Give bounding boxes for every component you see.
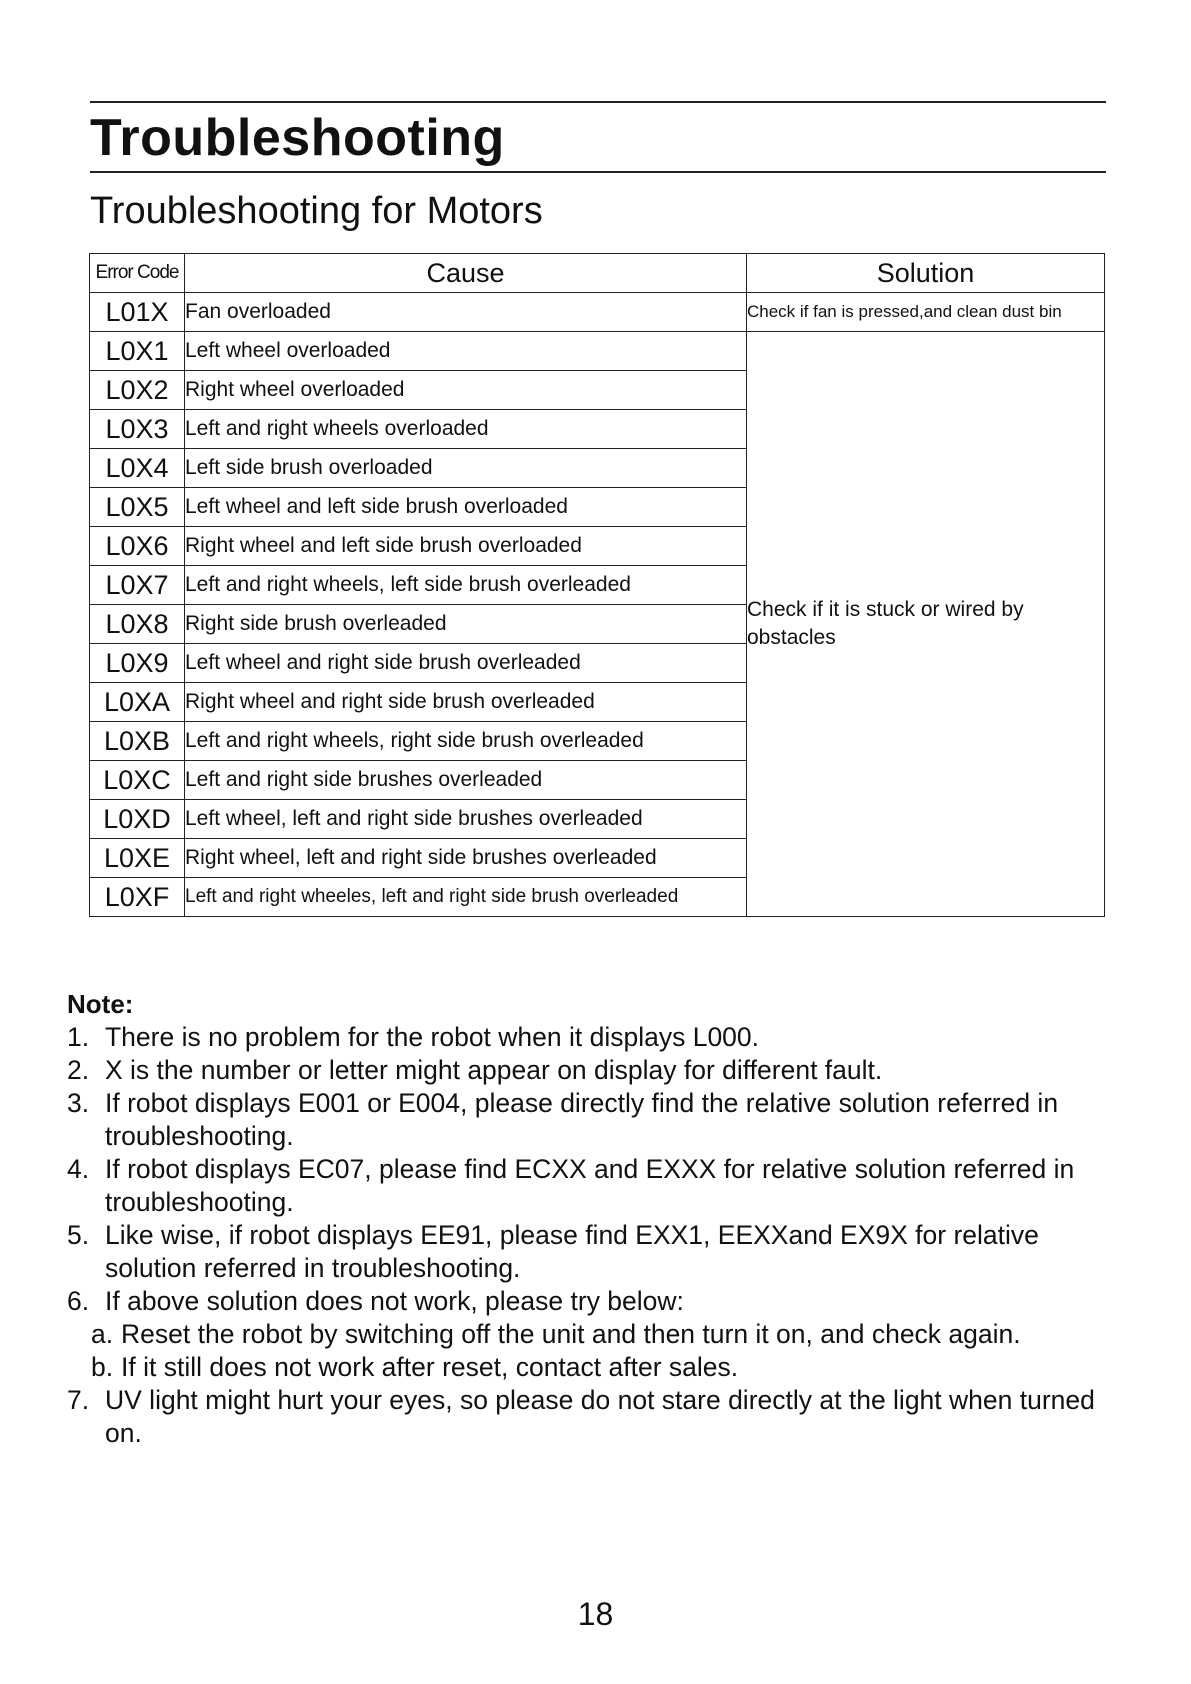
note-number: 3. <box>67 1088 90 1118</box>
table-header-row <box>90 254 1105 293</box>
notes-section <box>67 988 1127 1450</box>
cause-cell: Left wheel and left side brush overloaded <box>185 488 747 527</box>
note-subitem-letter: b. <box>91 1352 114 1382</box>
error-code-cell: L0XD <box>90 800 185 839</box>
error-code-cell: L0X6 <box>90 527 185 566</box>
error-code-cell: L0X3 <box>90 410 185 449</box>
cause-cell: Left wheel and right side brush overleaded <box>185 644 747 683</box>
note-text: If above solution does not work, please try below: <box>105 1286 684 1316</box>
error-code-table <box>89 253 1105 917</box>
note-subitem-text: Reset the robot by switching off the unit and then turn it on, and check again. <box>121 1319 1021 1349</box>
error-code-cell: L0X8 <box>90 605 185 644</box>
note-text: If robot displays EC07, please find ECXX and EXXX for relative solution referred in troubleshooting. <box>105 1154 1075 1217</box>
error-code-cell: L01X <box>90 293 185 332</box>
cause-cell: Left and right wheels overloaded <box>185 410 747 449</box>
note-item <box>67 1219 1127 1285</box>
note-title: Note: <box>67 989 134 1019</box>
note-text: If robot displays E001 or E004, please directly find the relative solution referred in troubleshooting. <box>105 1088 1059 1151</box>
page-title: Troubleshooting <box>90 109 505 167</box>
note-number: 6. <box>67 1286 90 1316</box>
note-item <box>67 1384 1127 1450</box>
cause-cell: Right side brush overleaded <box>185 605 747 644</box>
note-item <box>67 1054 1127 1087</box>
error-code-cell: L0X7 <box>90 566 185 605</box>
note-number: 2. <box>67 1055 90 1085</box>
cause-cell: Right wheel and left side brush overloaded <box>185 527 747 566</box>
error-code-cell: L0XE <box>90 839 185 878</box>
note-text: X is the number or letter might appear on display for different fault. <box>105 1055 883 1085</box>
note-subitem-text: If it still does not work after reset, contact after sales. <box>121 1352 739 1382</box>
title-underline <box>90 171 1106 173</box>
header-cause: Cause <box>185 254 747 293</box>
cause-cell: Left wheel, left and right side brushes overleaded <box>185 800 747 839</box>
cause-cell: Left and right side brushes overleaded <box>185 761 747 800</box>
note-item <box>67 1285 1127 1318</box>
solution-cell: Check if fan is pressed,and clean dust bin <box>747 293 1105 332</box>
shared-solution-cell: Check if it is stuck or wired by obstacles <box>747 332 1105 917</box>
cause-cell: Right wheel overloaded <box>185 371 747 410</box>
note-number: 4. <box>67 1154 90 1184</box>
note-number: 1. <box>67 1022 90 1052</box>
section-title: Troubleshooting for Motors <box>90 190 543 232</box>
error-code-cell: L0XF <box>90 878 185 917</box>
page-number: 18 <box>577 1596 614 1632</box>
header-solution: Solution <box>747 254 1105 293</box>
note-item <box>67 1021 1127 1054</box>
top-rule <box>90 101 1106 103</box>
table-row <box>90 332 1105 371</box>
note-text: UV light might hurt your eyes, so please do not stare directly at the light when turned on. <box>105 1385 1095 1448</box>
cause-cell: Left wheel overloaded <box>185 332 747 371</box>
error-code-cell: L0XC <box>90 761 185 800</box>
note-number: 5. <box>67 1220 90 1250</box>
header-error-code: Error Code <box>90 254 185 293</box>
cause-cell: Fan overloaded <box>185 293 747 332</box>
table-row <box>90 293 1105 332</box>
cause-cell: Left side brush overloaded <box>185 449 747 488</box>
cause-cell: Left and right wheels, right side brush overleaded <box>185 722 747 761</box>
note-subitem <box>67 1351 1127 1384</box>
error-code-cell: L0X5 <box>90 488 185 527</box>
cause-cell: Right wheel, left and right side brushes overleaded <box>185 839 747 878</box>
error-code-cell: L0X9 <box>90 644 185 683</box>
error-code-cell: L0X2 <box>90 371 185 410</box>
cause-cell: Right wheel and right side brush overleaded <box>185 683 747 722</box>
note-item <box>67 1087 1127 1153</box>
note-subitem-letter: a. <box>91 1319 114 1349</box>
error-code-cell: L0X1 <box>90 332 185 371</box>
note-item <box>67 1153 1127 1219</box>
cause-cell: Left and right wheels, left side brush overleaded <box>185 566 747 605</box>
note-text: There is no problem for the robot when it displays L000. <box>105 1022 760 1052</box>
error-code-cell: L0XB <box>90 722 185 761</box>
note-text: Like wise, if robot displays EE91, please find EXX1, EEXXand EX9X for relative solution referred in troubleshooting. <box>105 1220 1039 1283</box>
note-number: 7. <box>67 1385 90 1415</box>
error-code-cell: L0X4 <box>90 449 185 488</box>
error-code-cell: L0XA <box>90 683 185 722</box>
note-subitem <box>67 1318 1127 1351</box>
cause-cell: Left and right wheeles, left and right side brush overleaded <box>185 878 747 917</box>
